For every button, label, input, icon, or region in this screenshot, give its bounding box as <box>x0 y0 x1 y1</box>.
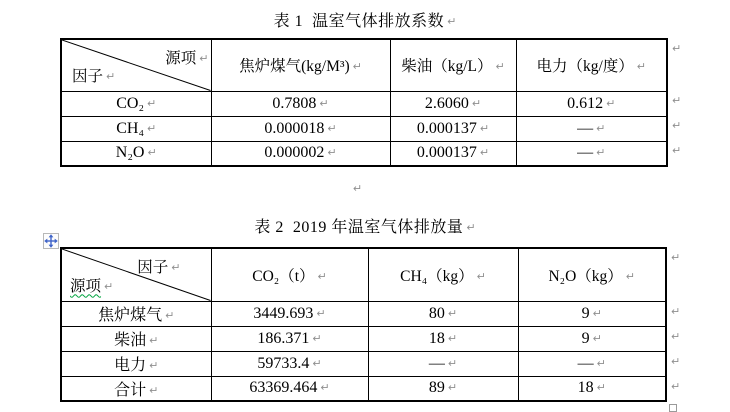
paragraph-mark-icon: ↵ <box>479 146 490 160</box>
paragraph-mark-icon: ↵ <box>479 121 490 135</box>
table1-diagonal-top-label: 源项 ↵ <box>165 50 209 67</box>
paragraph-mark-icon: ↵ <box>671 380 681 393</box>
table-cell: 2.6060 ↵ <box>390 91 516 116</box>
paragraph-mark-icon: ↵ <box>471 96 482 110</box>
paragraph-mark-icon: ↵ <box>147 96 157 110</box>
table-move-handle[interactable] <box>43 233 59 249</box>
paragraph-mark-icon: ↵ <box>671 251 681 264</box>
table1-container <box>60 38 682 167</box>
paragraph-mark-icon: ↵ <box>447 306 458 320</box>
table-row <box>61 116 667 141</box>
paragraph-mark-icon: ↵ <box>447 331 458 345</box>
table1-col-header-electricity: 电力（kg/度） ↵ <box>516 39 667 91</box>
paragraph-mark-icon: ↵ <box>106 69 116 83</box>
table2-title <box>0 214 730 237</box>
table1-title <box>0 8 730 31</box>
table-cell: — ↵ <box>516 141 667 166</box>
paragraph-mark-icon: ↵ <box>352 182 363 195</box>
table2-col-header-ch4: CH₄（kg） ↵ <box>368 248 518 301</box>
paragraph-mark-icon: ↵ <box>312 331 322 345</box>
table-cell: 63369.464 ↵ <box>211 376 368 401</box>
row-label-electricity: 电力 ↵ <box>61 351 211 376</box>
paragraph-mark-icon: ↵ <box>592 331 602 345</box>
table-cell: 0.000137 ↵ <box>390 141 516 166</box>
paragraph-mark-icon: ↵ <box>149 359 159 372</box>
table-cell: 186.371 ↵ <box>211 326 368 351</box>
table2-diagonal-bottom-label <box>70 274 113 296</box>
paragraph-mark-icon: ↵ <box>636 60 647 74</box>
paragraph-mark-icon: ↵ <box>149 383 159 397</box>
table-row <box>61 326 666 351</box>
table-cell: 0.7808 ↵ <box>211 91 390 116</box>
paragraph-mark-icon: ↵ <box>495 60 505 74</box>
paragraph-mark-icon: ↵ <box>672 119 682 132</box>
empty-paragraph <box>0 180 712 198</box>
paragraph-mark-icon: ↵ <box>149 334 159 347</box>
table2-diagonal-header-cell <box>61 248 211 301</box>
row-label-total: 合计 ↵ <box>61 376 211 401</box>
table-cell: 89 ↵ <box>368 376 518 401</box>
grammar-squiggle-text: 源项 <box>70 277 102 295</box>
row-label-ch4: CH₄ ↵ <box>61 116 211 141</box>
table1-col-header-coke-oven-gas: 焦炉煤气(kg/M³) ↵ <box>211 39 390 91</box>
table-cell: 3449.693 ↵ <box>211 301 368 326</box>
paragraph-mark-icon: ↵ <box>312 356 322 370</box>
paragraph-mark-icon: ↵ <box>625 269 635 283</box>
move-arrows-icon <box>44 234 58 248</box>
table-row <box>61 301 666 326</box>
paragraph-mark-icon: ↵ <box>320 381 330 395</box>
paragraph-mark-icon: ↵ <box>352 60 362 74</box>
table-cell: 0.000018 ↵ <box>211 116 390 141</box>
table-resize-handle[interactable] <box>669 404 677 412</box>
table2-diagonal-top-label: 因子 ↵ <box>137 259 181 276</box>
paragraph-mark-icon: ↵ <box>165 309 175 322</box>
paragraph-mark-icon: ↵ <box>199 52 209 65</box>
paragraph-mark-icon: ↵ <box>447 381 458 395</box>
paragraph-mark-icon: ↵ <box>592 306 602 320</box>
paragraph-mark-icon: ↵ <box>671 355 681 368</box>
table-cell: 0.000137 ↵ <box>390 116 516 141</box>
paragraph-mark-icon: ↵ <box>447 15 457 28</box>
paragraph-mark-icon: ↵ <box>596 381 606 395</box>
paragraph-mark-icon: ↵ <box>319 96 329 110</box>
row-label-coke-oven-gas: 焦炉煤气 ↵ <box>61 301 211 326</box>
table2-container <box>60 247 681 402</box>
paragraph-mark-icon: ↵ <box>147 121 157 135</box>
paragraph-mark-icon: ↵ <box>672 94 682 107</box>
paragraph-mark-icon: ↵ <box>147 146 157 160</box>
table-cell: 18 ↵ <box>518 376 666 401</box>
paragraph-mark-icon: ↵ <box>317 269 327 283</box>
table1-diagonal-bottom-label: 因子 ↵ <box>72 67 116 85</box>
paragraph-mark-icon: ↵ <box>466 221 476 234</box>
table-cell: 0.000002 ↵ <box>211 141 390 166</box>
paragraph-mark-icon: ↵ <box>671 330 681 343</box>
paragraph-mark-icon: ↵ <box>327 146 337 160</box>
table2 <box>60 247 667 402</box>
paragraph-mark-icon: ↵ <box>316 306 326 320</box>
table-row <box>61 351 666 376</box>
paragraph-mark-icon: ↵ <box>596 146 606 160</box>
row-label-diesel: 柴油 ↵ <box>61 326 211 351</box>
table-cell: 9 ↵ <box>518 326 666 351</box>
paragraph-mark-icon: ↵ <box>606 96 616 110</box>
paragraph-mark-icon: ↵ <box>171 261 181 274</box>
table-cell: — ↵ <box>518 351 666 376</box>
paragraph-mark-icon: ↵ <box>104 279 114 293</box>
paragraph-mark-icon: ↵ <box>672 144 682 157</box>
table-cell: 9 ↵ <box>518 301 666 326</box>
paragraph-mark-icon: ↵ <box>672 42 682 55</box>
table-row <box>61 141 667 166</box>
table-cell: 18 ↵ <box>368 326 518 351</box>
table2-header-row <box>61 248 666 301</box>
table-cell: — ↵ <box>368 351 518 376</box>
paragraph-mark-icon: ↵ <box>596 356 606 370</box>
table-cell: — ↵ <box>516 116 667 141</box>
table1 <box>60 38 668 167</box>
paragraph-mark-icon: ↵ <box>671 305 681 318</box>
table1-title-text: 表 1 温室气体排放系数 <box>273 13 445 30</box>
row-label-n2o: N₂O ↵ <box>61 141 211 166</box>
paragraph-mark-icon: ↵ <box>596 121 606 135</box>
paragraph-mark-icon: ↵ <box>476 269 486 283</box>
paragraph-mark-icon: ↵ <box>327 121 337 135</box>
table1-diagonal-header-cell <box>61 39 211 91</box>
table2-col-header-n2o: N₂O（kg） ↵ <box>518 248 666 301</box>
table-cell: 59733.4 ↵ <box>211 351 368 376</box>
table-row <box>61 376 666 401</box>
table1-col-header-diesel: 柴油（kg/L） ↵ <box>390 39 516 91</box>
table-row <box>61 91 667 116</box>
row-label-co2: CO₂ ↵ <box>61 91 211 116</box>
table-cell: 0.612 ↵ <box>516 91 667 116</box>
table2-title-text: 表 2 2019 年温室气体排放量 <box>254 219 464 236</box>
table-cell: 80 ↵ <box>368 301 518 326</box>
table1-header-row <box>61 39 667 91</box>
paragraph-mark-icon: ↵ <box>447 356 458 370</box>
table2-col-header-co2: CO₂（t） ↵ <box>211 248 368 301</box>
